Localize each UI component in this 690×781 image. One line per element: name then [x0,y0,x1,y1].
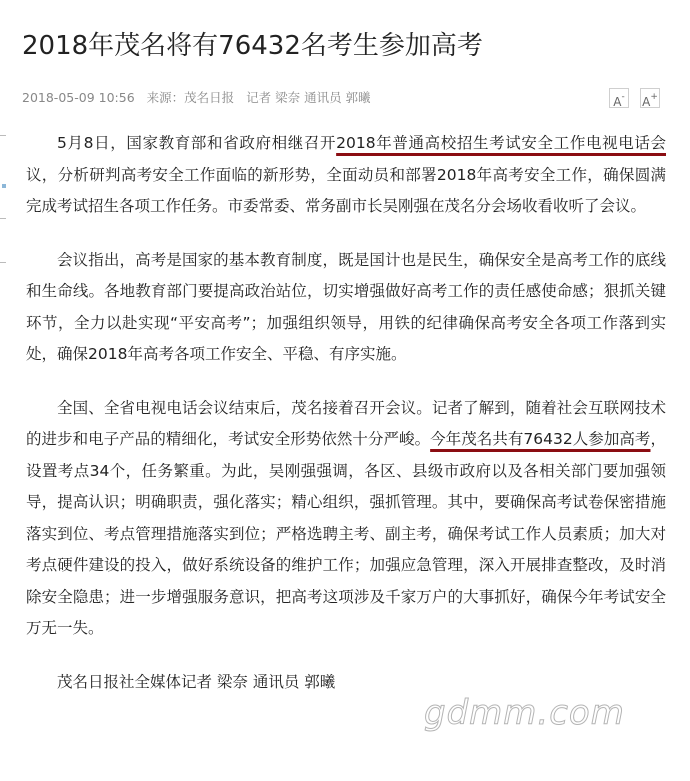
article-authors: 记者 梁奈 通讯员 郭曦 [246,90,371,105]
side-divider [0,218,6,219]
article-title: 2018年茂名将有76432名考生参加高考 [22,31,483,61]
side-marker-icon [2,184,6,188]
article-paragraph [26,128,666,223]
paragraph-text: 全国、全省电视电话会议结束后，茂名接着召开会议。记者了解到，随着社会互联网技术的进步和电子产品的精细化，考试安全形势依然十分严峻。 [26,398,666,448]
article-paragraph [26,393,666,645]
font-increase-letter: A [642,95,651,109]
article-meta [22,89,379,107]
article-byline: 茂名日报社全媒体记者 梁奈 通讯员 郭曦 [57,672,336,691]
font-size-increase-button[interactable] [640,88,660,108]
font-size-decrease-button[interactable] [609,88,629,108]
article-body [26,128,666,720]
plus-icon: + [650,92,658,102]
highlighted-conference-name: 2018年普通高校招生考试安全工作电视电话会 [336,134,666,152]
font-decrease-letter: A [613,95,622,109]
highlighted-candidate-count: 今年茂名共有76432人参加高考 [430,430,651,448]
article-source: 来源：茂名日报 [146,90,235,105]
paragraph-text: 5月8日，国家教育部和省政府相继召开 [57,134,337,152]
side-divider [0,262,6,263]
side-divider [0,135,6,136]
site-watermark: gdmm.com [424,693,625,733]
publish-datetime: 2018-05-09 10:56 [22,90,135,105]
paragraph-text: ，设置考点34个，任务繁重。为此，吴刚强强调，各区、县级市政府以及各相关部门要加强领导，提高认识；明确职责，强化落实；精心组织，强抓管理。其中，要确保高考试卷保密措施落实到位、考点管理措施落实到位；严格选聘主考、副主考，确保考试工作人员素质；加大对考点硬件建设的投入，做好系统设备的维护工作；加强应急管理，深入开展排查整改，及时消除安全隐患；进一步增强服务意识，把高考这项涉及千家万户的大事抓好，确保今年考试安全万无一失。 [26,430,666,637]
minus-icon: - [621,92,625,102]
paragraph-text: 议，分析研判高考安全工作面临的新形势，全面动员和部署2018年高考安全工作，确保圆满完成考试招生各项工作任务。市委常委、常务副市长吴刚强在茂名分会场收看收听了会议。 [26,165,666,215]
article-paragraph: 会议指出，高考是国家的基本教育制度，既是国计也是民生，确保安全是高考工作的底线和生命线。各地教育部门要提高政治站位，切实增强做好高考工作的责任感使命感；狠抓关键环节，全力以赴实现“平安高考”；加强组织领导，用铁的纪律确保高考安全各项工作落到实处，确保2018年高考各项工作安全、平稳、有序实施。 [26,250,666,363]
